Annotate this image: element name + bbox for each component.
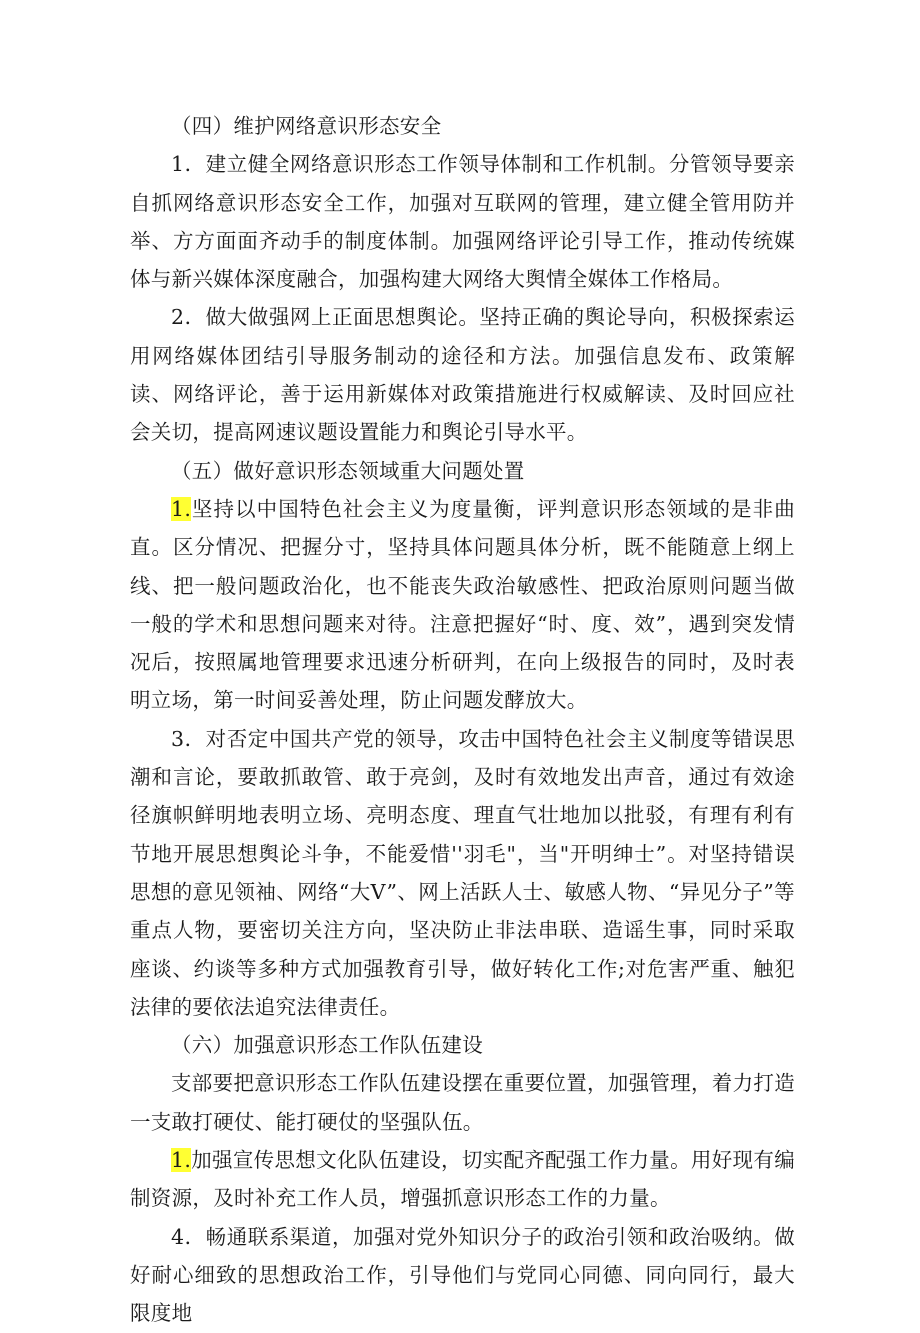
paragraph-item-4: [130, 1218, 795, 1333]
highlighted-list-marker: 1.: [171, 496, 192, 521]
paragraph-intro: [130, 1064, 795, 1141]
section-heading-four: [130, 107, 795, 145]
paragraph-text: 2．做大做强网上正面思想舆论。坚持正确的舆论导向，积极探索运用网络媒体团结引导服务制动的途径和方法。加强信息发布、政策解读、网络评论，善于运用新媒体对政策措施进行权威解读、及时回应社会关切，提高网速议题设置能力和舆论引导水平。: [130, 305, 795, 445]
paragraph-text: 1．建立健全网络意识形态工作领导体制和工作机制。分管领导要亲自抓网络意识形态安全工作，加强对互联网的管理，建立健全管用防并举、方方面面齐动手的制度体制。加强网络评论引导工作，推动传统媒体与新兴媒体深度融合，加强构建大网络大舆情全媒体工作格局。: [130, 152, 795, 292]
paragraph-text: 加强宣传思想文化队伍建设，切实配齐配强工作力量。用好现有编制资源，及时补充工作人员，增强抓意识形态工作的力量。: [130, 1148, 795, 1211]
paragraph-text: 支部要把意识形态工作队伍建设摆在重要位置，加强管理，着力打造一支敢打硬仗、能打硬仗的坚强队伍。: [130, 1071, 795, 1134]
paragraph-text: （四）维护网络意识形态安全: [171, 114, 442, 138]
paragraph-item-highlighted-1: [130, 490, 795, 720]
paragraph-item-1: [130, 145, 795, 298]
paragraph-item-highlighted-2: [130, 1141, 795, 1218]
paragraph-text: 坚持以中国特色社会主义为度量衡，评判意识形态领域的是非曲直。区分情况、把握分寸，坚持具体问题具体分析，既不能随意上纲上线、把一般问题政治化，也不能丧失政治敏感性、把政治原则问题当做一般的学术和思想问题来对待。注意把握好“时、度、效”，遇到突发情况后，按照属地管理要求迅速分析研判，在向上级报告的同时，及时表明立场，第一时间妥善处理，防止问题发酵放大。: [130, 496, 795, 713]
paragraph-text: （六）加强意识形态工作队伍建设: [171, 1033, 483, 1058]
highlighted-list-marker: 1.: [171, 1148, 192, 1173]
section-heading-six: [130, 1026, 795, 1064]
section-heading-five: [130, 452, 795, 490]
paragraph-item-2: [130, 298, 795, 451]
paragraph-text: 4．畅通联系渠道，加强对党外知识分子的政治引领和政治吸纳。做好耐心细致的思想政治工作，引导他们与党同心同德、同向同行，最大限度地: [130, 1224, 795, 1326]
document-body: [130, 107, 795, 1333]
paragraph-text: 3．对否定中国共产党的领导，攻击中国特色社会主义制度等错误思潮和言论，要敢抓敢管、敢于亮剑，及时有效地发出声音，通过有效途径旗帜鲜明地表明立场、亮明态度、理直气壮地加以批驳，有理有利有节地开展思想舆论斗争，不能爱惜''羽毛"，当"开明绅士”。对坚持错误思想的意见领袖、网络“大V”、网上活跃人士、敏感人物、“异见分子”等重点人物，要密切关注方向，坚决防止非法串联、造谣生事，同时采取座谈、约谈等多种方式加强教育引导，做好转化工作;对危害严重、触犯法律的要依法追究法律责任。: [130, 726, 795, 1019]
paragraph-text: （五）做好意识形态领域重大问题处置: [171, 458, 525, 483]
paragraph-item-3: [130, 720, 795, 1026]
